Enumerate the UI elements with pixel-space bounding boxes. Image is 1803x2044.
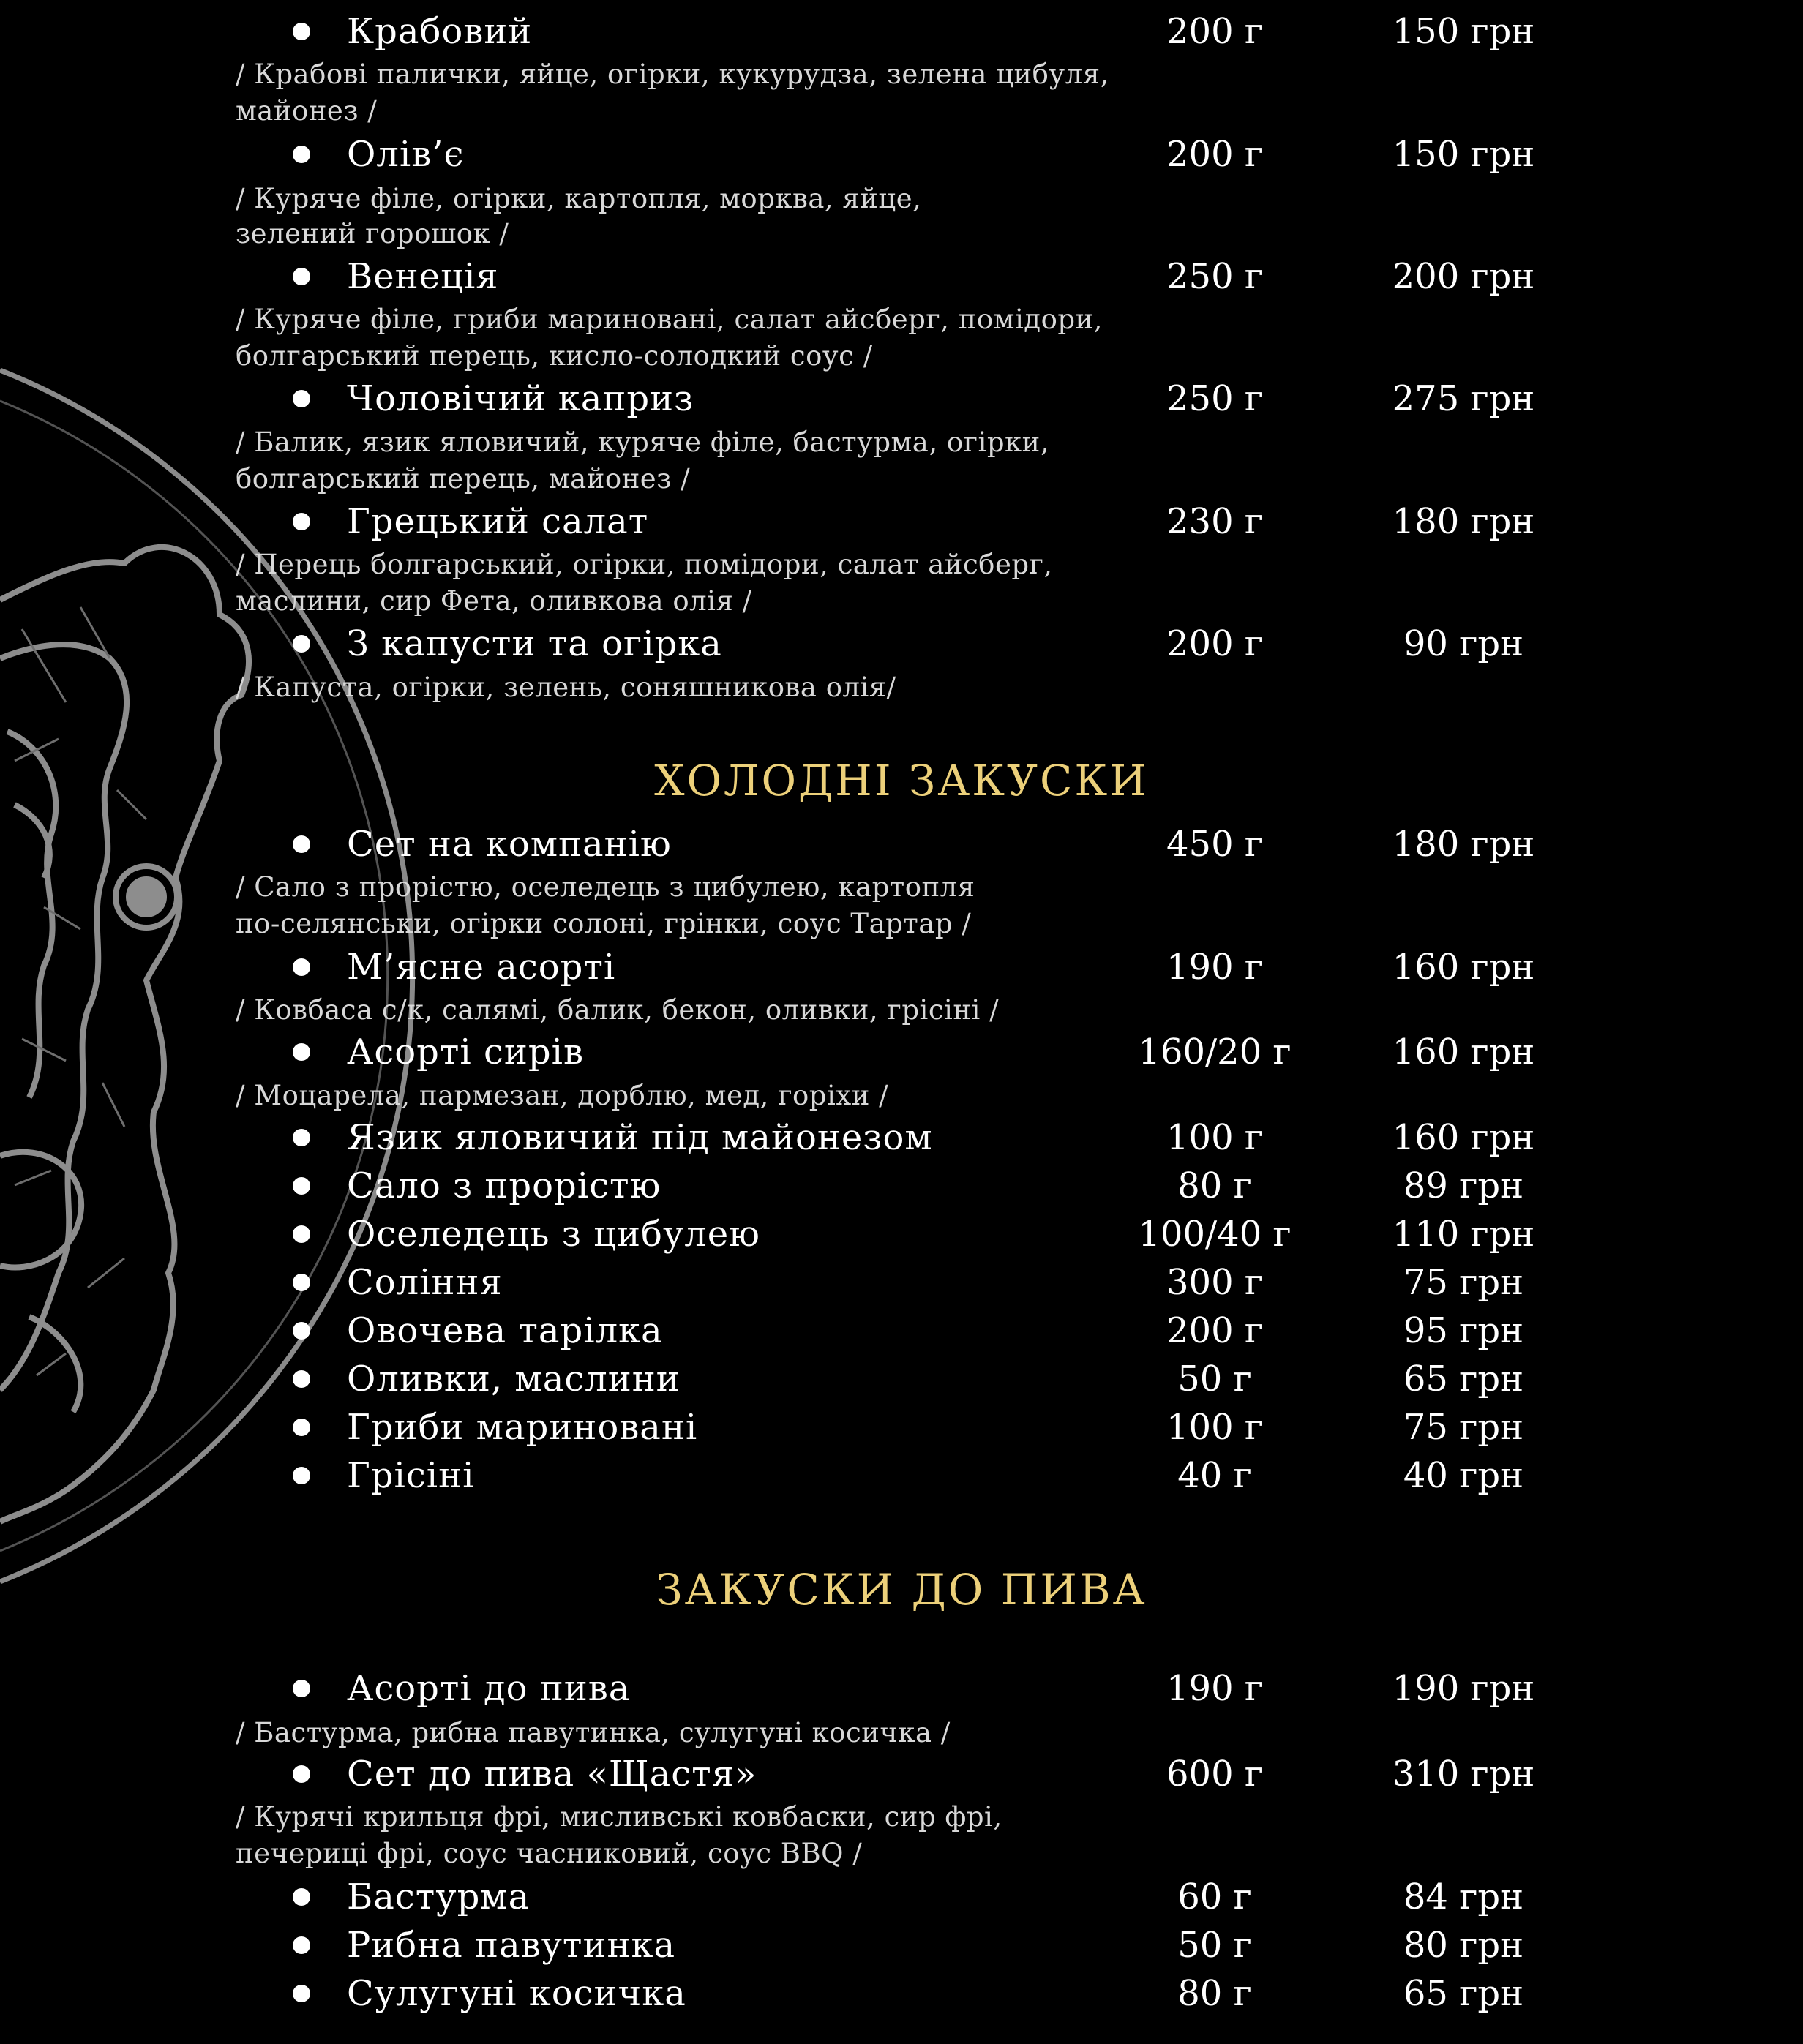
item-name: Асорті сирів	[347, 1032, 584, 1072]
menu-item-row	[0, 1920, 1803, 1971]
item-weight: 190 г	[1166, 947, 1264, 988]
item-description: / Моцарела, пармезан, дорблю, мед, горіхи /	[236, 1080, 889, 1111]
menu-item-row	[0, 129, 1803, 180]
item-price: 180 грн	[1392, 824, 1535, 865]
item-name: Сулугуні косичка	[347, 1973, 686, 2014]
item-price: 89 грн	[1403, 1165, 1524, 1206]
item-weight: 80 г	[1177, 1165, 1252, 1206]
item-price: 160 грн	[1392, 947, 1535, 988]
item-weight: 100 г	[1166, 1117, 1264, 1158]
item-name: Олів’є	[347, 134, 465, 175]
bullet-icon	[293, 1765, 310, 1783]
item-weight: 200 г	[1166, 11, 1264, 52]
item-weight: 200 г	[1166, 623, 1264, 664]
bullet-icon	[293, 1888, 310, 1906]
menu-item-row	[0, 6, 1803, 57]
menu-item-row	[0, 1026, 1803, 1078]
item-name: Рибна павутинка	[347, 1925, 676, 1966]
item-price: 65 грн	[1403, 1973, 1524, 2014]
item-description: маслини, сир Фета, оливкова олія /	[236, 585, 752, 617]
menu-item-row	[0, 496, 1803, 547]
menu-item-row	[0, 1968, 1803, 2019]
item-name: Сало з прорістю	[347, 1165, 661, 1206]
item-description: болгарський перець, кисло-солодкий соус /	[236, 340, 873, 372]
item-weight: 250 г	[1166, 378, 1264, 419]
item-description: / Балик, язик яловичий, куряче філе, бастурма, огірки,	[236, 427, 1050, 458]
item-price: 75 грн	[1403, 1262, 1524, 1303]
bullet-icon	[293, 1043, 310, 1061]
item-description: майонез /	[236, 95, 378, 127]
item-description: / Бастурма, рибна павутинка, сулугуні косичка /	[236, 1717, 951, 1748]
item-price: 95 грн	[1403, 1310, 1524, 1351]
bullet-icon	[293, 635, 310, 653]
menu-item-row	[0, 251, 1803, 302]
item-price: 75 грн	[1403, 1407, 1524, 1448]
menu-item-row	[0, 1305, 1803, 1356]
item-price: 150 грн	[1392, 134, 1535, 175]
menu-item-row	[0, 618, 1803, 669]
menu-item-row	[0, 1353, 1803, 1405]
item-name: М’ясне асорті	[347, 947, 616, 988]
item-price: 180 грн	[1392, 501, 1535, 542]
item-name: Асорті до пива	[347, 1668, 631, 1709]
item-weight: 100/40 г	[1138, 1214, 1292, 1255]
item-description: / Крабові палички, яйце, огірки, кукурудза, зелена цибуля,	[236, 59, 1109, 90]
item-name: Крабовий	[347, 11, 533, 52]
item-description: / Куряче філе, гриби мариновані, салат айсберг, помідори,	[236, 304, 1103, 335]
item-price: 275 грн	[1392, 378, 1535, 419]
item-name: Гриби мариновані	[347, 1407, 698, 1448]
item-price: 110 грн	[1392, 1214, 1535, 1255]
item-name: Соління	[347, 1262, 503, 1303]
item-description: / Сало з прорістю, оселедець з цибулею, картопля	[236, 871, 975, 903]
bullet-icon	[293, 390, 310, 407]
item-price: 65 грн	[1403, 1359, 1524, 1399]
bullet-icon	[293, 1419, 310, 1436]
item-price: 80 грн	[1403, 1925, 1524, 1966]
item-price: 150 грн	[1392, 11, 1535, 52]
menu-item-row	[0, 1748, 1803, 1800]
menu-item-row	[0, 1257, 1803, 1308]
item-price: 84 грн	[1403, 1876, 1524, 1917]
item-weight: 160/20 г	[1138, 1032, 1292, 1072]
item-name: Оселедець з цибулею	[347, 1214, 760, 1255]
item-price: 160 грн	[1392, 1032, 1535, 1072]
item-name: Грецький салат	[347, 501, 649, 542]
item-weight: 80 г	[1177, 1973, 1252, 2014]
menu-item-row	[0, 1402, 1803, 1453]
item-name: Язик яловичий під майонезом	[347, 1117, 933, 1158]
item-weight: 200 г	[1166, 134, 1264, 175]
menu-item-row	[0, 373, 1803, 424]
item-description: / Капуста, огірки, зелень, соняшникова олія/	[236, 672, 896, 703]
item-description: печериці фрі, соус часниковий, соус BBQ /	[236, 1838, 863, 1869]
item-weight: 60 г	[1177, 1876, 1252, 1917]
item-weight: 450 г	[1166, 824, 1264, 865]
section-title-cold-appetizers: ХОЛОДНІ ЗАКУСКИ	[654, 756, 1149, 805]
item-weight: 50 г	[1177, 1359, 1252, 1399]
bullet-icon	[293, 1274, 310, 1291]
item-weight: 200 г	[1166, 1310, 1264, 1351]
bullet-icon	[293, 513, 310, 530]
bullet-icon	[293, 1225, 310, 1243]
item-price: 160 грн	[1392, 1117, 1535, 1158]
item-name: З капусти та огірка	[347, 623, 722, 664]
section-title-beer-snacks: ЗАКУСКИ ДО ПИВА	[656, 1565, 1147, 1615]
menu-item-row	[0, 1160, 1803, 1211]
item-name: Оливки, маслини	[347, 1359, 681, 1399]
bullet-icon	[293, 1467, 310, 1484]
item-weight: 190 г	[1166, 1668, 1264, 1709]
item-weight: 230 г	[1166, 501, 1264, 542]
item-description: по-селянськи, огірки солоні, грінки, соус Тартар /	[236, 908, 972, 939]
bullet-icon	[293, 835, 310, 853]
bullet-icon	[293, 23, 310, 40]
item-name: Сет на компанію	[347, 824, 672, 865]
item-name: Венеція	[347, 256, 499, 297]
item-description: / Куряче філе, огірки, картопля, морква, яйце,	[236, 183, 922, 214]
item-weight: 300 г	[1166, 1262, 1264, 1303]
item-name: Сет до пива «Щастя»	[347, 1754, 757, 1795]
item-price: 190 грн	[1392, 1668, 1535, 1709]
menu-item-row	[0, 1112, 1803, 1163]
item-name: Чоловічий каприз	[347, 378, 694, 419]
menu-item-row	[0, 1871, 1803, 1923]
menu-item-row	[0, 1450, 1803, 1501]
bullet-icon	[293, 958, 310, 976]
item-price: 200 грн	[1392, 256, 1535, 297]
bullet-icon	[293, 1129, 310, 1146]
item-name: Бастурма	[347, 1876, 531, 1917]
item-weight: 40 г	[1177, 1455, 1252, 1496]
item-weight: 250 г	[1166, 256, 1264, 297]
item-description: / Ковбаса с/к, салямі, балик, бекон, оливки, грісіні /	[236, 994, 1000, 1026]
menu-item-row	[0, 1663, 1803, 1714]
item-price: 40 грн	[1403, 1455, 1524, 1496]
bullet-icon	[293, 1322, 310, 1340]
bullet-icon	[293, 146, 310, 163]
menu-item-row	[0, 819, 1803, 870]
item-weight: 600 г	[1166, 1754, 1264, 1795]
item-name: Грісіні	[347, 1455, 475, 1496]
item-description: болгарський перець, майонез /	[236, 463, 691, 495]
item-name: Овочева тарілка	[347, 1310, 663, 1351]
bullet-icon	[293, 1370, 310, 1388]
item-price: 90 грн	[1403, 623, 1524, 664]
item-description: зелений горошок /	[236, 218, 509, 249]
menu-item-row	[0, 1209, 1803, 1260]
item-weight: 50 г	[1177, 1925, 1252, 1966]
bullet-icon	[293, 268, 310, 285]
bullet-icon	[293, 1177, 310, 1195]
item-description: / Курячі крильця фрі, мисливські ковбаски, сир фрі,	[236, 1801, 1002, 1833]
item-price: 310 грн	[1392, 1754, 1535, 1795]
bullet-icon	[293, 1680, 310, 1697]
item-description: / Перець болгарський, огірки, помідори, салат айсберг,	[236, 549, 1053, 580]
bullet-icon	[293, 1936, 310, 1954]
menu-item-row	[0, 942, 1803, 993]
bullet-icon	[293, 1985, 310, 2002]
item-weight: 100 г	[1166, 1407, 1264, 1448]
